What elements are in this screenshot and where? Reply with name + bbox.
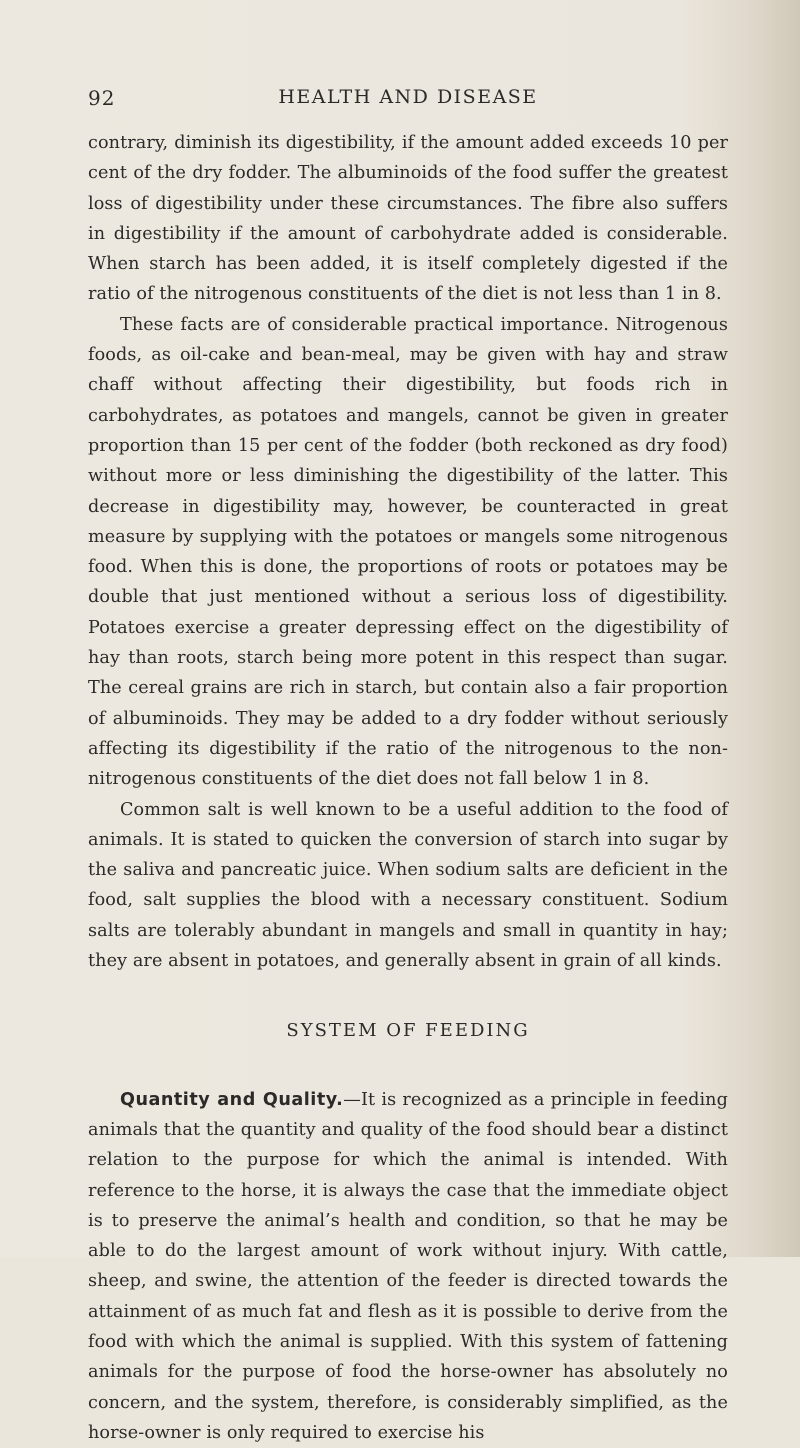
page-number: 92 xyxy=(88,86,116,110)
paragraph-quantity-quality xyxy=(88,1085,728,1448)
paragraph-continuation: contrary, diminish its digestibility, if the amount added exceeds 10 per cent of the dry fodder. The albuminoids of the food suffer the greatest loss of digestibility under these circumstances. The fibre also suffers in digestibility if the amount of carbohydrate added is considerable. When starch has been added, it is itself completely digested if the ratio of the nitrogenous constituents of the diet is not less than 1 in 8. xyxy=(88,133,728,305)
paragraph-quantity-quality-text: —It is recognized as a principle in feeding animals that the quantity and quality of the food should bear a distinct relation to the purpose for which the animal is intended. With reference to the horse, it is always the case that the immediate object is to preserve the animal’s health and condition, so that he may be able to do the largest amount of work without injury. With cattle, sheep, and swine, the attention of the feeder is directed towards the attainment of as much fat and flesh as it is possible to derive from the food with which the animal is supplied. With this system of fattening animals for the purpose of food the horse-owner has absolutely no concern, and the system, therefore, is considerably simplified, as the horse-owner is only required to exercise his xyxy=(88,1089,728,1443)
body-text xyxy=(88,128,728,1448)
running-title: HEALTH AND DISEASE xyxy=(278,86,538,108)
paragraph-common-salt: Common salt is well known to be a useful addition to the food of animals. It is stated to quicken the conversion of starch into sugar by the saliva and pancreatic juice. When sodium salts are deficient in the food, salt supplies the blood with a necessary constituent. Sodium salts are tolerably abundant in mangels and small in quantity in hay; they are absent in potatoes, and generally absent in grain of all kinds. xyxy=(88,799,728,972)
run-in-title: Quantity and Quality. xyxy=(120,1089,344,1110)
paragraph-nitrogenous-foods: These facts are of considerable practical importance. Nitrogenous foods, as oil-cake and bean-meal, may be given with hay and straw chaff without affecting their digestibility, but foods rich in carbohydrates, as potatoes and mangels, cannot be given in greater proportion than 15 per cent of the fodder (both reckoned as dry food) without more or less diminishing the digestibility of the latter. This decrease in digestibility may, however, be counteracted in great measure by supplying with the potatoes or mangels some nitrogenous food. When this is done, the proportions of roots or potatoes may be double that just mentioned without a serious loss of digestibility. Potatoes exercise a greater depressing effect on the digestibility of hay than roots, starch being more potent in this respect than sugar. The cereal grains are rich in starch, but contain also a fair proportion of albuminoids. They may be added to a dry fodder without seriously affecting its digestibility if the ratio of the nitrogenous to the non-nitrogenous constituents of the diet does not fall below 1 in 8. xyxy=(88,314,728,790)
section-heading: SYSTEM OF FEEDING xyxy=(286,1020,530,1042)
running-head xyxy=(88,86,728,112)
